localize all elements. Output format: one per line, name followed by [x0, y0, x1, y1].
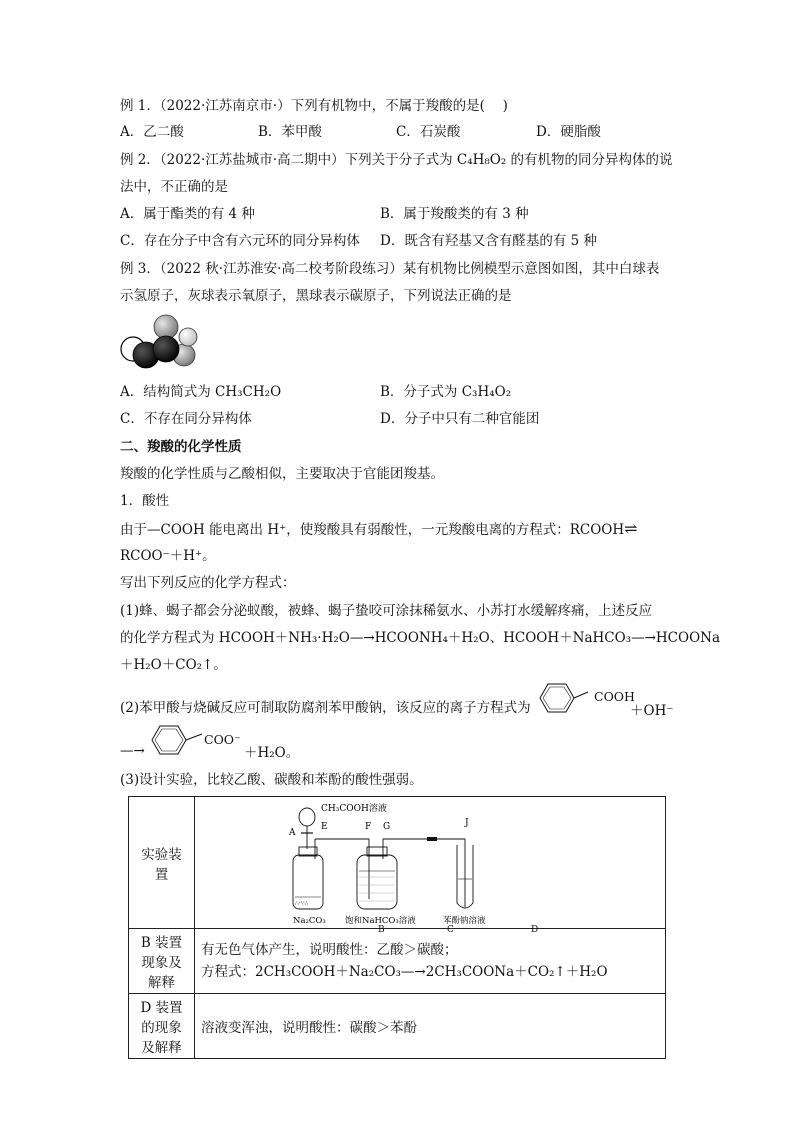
svg-text:∴·∵∴: ∴·∵∴ — [295, 899, 309, 907]
b-observation: 有无色气体产生，说明酸性：乙酸＞碳酸； — [201, 942, 458, 958]
hydrogen-atom — [179, 328, 197, 346]
coo-group: COO⁻ — [204, 732, 241, 747]
section-intro: 羧酸的化学性质与乙酸相似，主要取决于官能团羧基。 — [120, 466, 444, 482]
label-b: B — [378, 924, 385, 935]
ex1-option-d: D．硬脂酸 — [536, 124, 601, 140]
ex1-option-c: C．石炭酸 — [396, 124, 461, 140]
row-label-apparatus: 实验装置 — [129, 797, 195, 929]
acidity-line1 — [120, 520, 638, 539]
ex2-option-a: A．属于酯类的有 4 种 — [120, 206, 255, 222]
experiment-table — [128, 796, 666, 1059]
ex3-option-d: D．分子中只有二种官能团 — [380, 411, 540, 427]
q1-line2: 的化学方程式为 HCOOH＋NH₃·H₂O—→HCOONH₄＋H₂O、HCOOH＋NaHCO₃—→HCOONa — [120, 630, 721, 646]
ex2-option-b: B．属于羧酸类的有 3 种 — [380, 206, 529, 222]
bicarbonate-label: 饱和NaHCO₃溶液 — [345, 915, 416, 926]
q3-text: (3)设计实验，比较乙酸、碳酸和苯酚的酸性强弱。 — [120, 772, 423, 788]
apparatus-cell — [195, 797, 666, 935]
hydroxide-ion: ＋OH⁻ — [630, 703, 674, 719]
acidity-text: 由于—COOH 能电离出 H⁺，使羧酸具有弱酸性，一元羧酸电离的方程式：RCOOH — [120, 522, 625, 538]
acidity-line2: RCOO⁻＋H⁺。 — [120, 548, 216, 564]
ex1-option-a: A．乙二酸 — [120, 124, 184, 140]
label-g: G — [383, 821, 391, 832]
q1-line1: (1)蜂、蝎子都会分泌蚁酸，被蜂、蝎子蛰咬可涂抹稀氨水、小苏打水缓解疼痛，上述反应 — [120, 603, 653, 619]
oxygen-atom — [154, 315, 178, 339]
subheading-acidity: 1．酸性 — [120, 493, 170, 509]
ex3-stem-line1: 例 3．（2022 秋·江苏淮安·高二校考阶段练习）某有机物比例模型示意图如图，其中白球表 — [120, 261, 660, 277]
table-row — [129, 929, 666, 994]
benzene-ring-icon — [526, 680, 600, 716]
apparatus-diagram — [265, 799, 665, 927]
d-explanation-cell: 溶液变浑浊，说明酸性：碳酸＞苯酚 — [195, 994, 666, 1059]
acetic-acid-label: CH₃COOH溶液 — [321, 803, 387, 814]
label-c: C — [447, 924, 454, 935]
b-equation: 方程式：2CH₃COOH＋Na₂CO₃—→2CH₃COONa＋CO₂↑＋H₂O — [201, 964, 608, 980]
ex2-option-d: D．既含有羟基又含有醛基的有 5 种 — [380, 233, 597, 249]
rubber-connector — [427, 837, 437, 841]
molecule-model-figure — [118, 313, 208, 371]
ex1-stem: 例 1．（2022·江苏南京市·）下列有机物中，不属于羧酸的是( ) — [120, 98, 508, 114]
label-e: E — [321, 821, 328, 832]
ex3-option-b: B．分子式为 C₃H₄O₂ — [380, 384, 512, 400]
cooh-group: COOH — [594, 689, 635, 704]
ex2-stem-line1: 例 2．（2022·江苏盐城市·高二期中）下列关于分子式为 C₄H₈O₂ 的有机物的同分异构体的说 — [120, 152, 673, 168]
b-explanation-cell — [195, 929, 666, 994]
q2-arrow: —→ — [120, 743, 145, 759]
ex2-stem-line2: 法中，不正确的是 — [120, 179, 228, 195]
table-row — [129, 994, 666, 1059]
table-row — [129, 797, 666, 929]
ex3-stem-line2: 示氢原子，灰球表示氧原子，黑球表示碳原子，下列说法正确的是 — [120, 288, 512, 304]
q2-line1: (2)苯甲酸与烧碱反应可制取防腐剂苯甲酸钠，该反应的离子方程式为 — [120, 700, 531, 716]
separatory-funnel — [299, 808, 315, 826]
carbon-atom — [153, 336, 179, 362]
label-j: J — [465, 817, 469, 828]
ex1-option-b: B．苯甲酸 — [258, 124, 322, 140]
phenoxide-label: 苯酚钠溶液 — [443, 915, 486, 926]
write-equations: 写出下列反应的化学方程式： — [120, 575, 296, 591]
label-d: D — [531, 924, 539, 935]
ex2-option-c: C．存在分子中含有六元环的同分异构体 — [120, 233, 360, 249]
row-label-d: D 装置的现象及解释 — [129, 994, 195, 1059]
label-a: A — [289, 827, 296, 838]
benzene-ring-icon — [142, 722, 210, 758]
q2-end: ＋H₂O。 — [244, 745, 300, 761]
section-heading: 二、羧酸的化学性质 — [120, 439, 242, 455]
ex3-option-c: C．不存在同分异构体 — [120, 411, 252, 427]
ex3-option-a: A．结构简式为 CH₃CH₂O — [120, 384, 282, 400]
q1-line3: ＋H₂O＋CO₂↑。 — [120, 657, 227, 673]
solid-label: Na₂CO₃ — [293, 915, 326, 926]
equilibrium-arrow: ⇌ — [624, 519, 638, 538]
row-label-b: B 装置现象及解释 — [129, 929, 195, 994]
label-f: F — [365, 821, 372, 832]
